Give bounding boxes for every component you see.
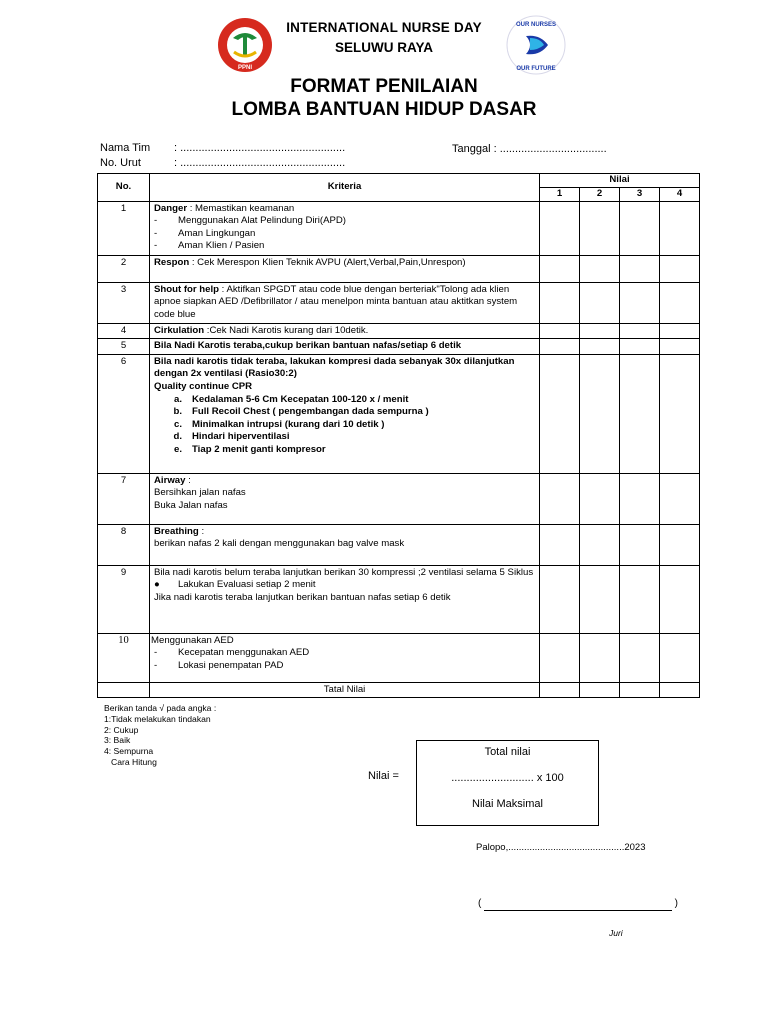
row-number: 7 <box>98 473 150 524</box>
score-cell-1[interactable] <box>540 473 580 524</box>
table-row <box>98 255 700 282</box>
score-cell-4[interactable] <box>660 255 700 282</box>
table-row <box>98 339 700 355</box>
criteria-text: Jika nadi karotis teraba lanjutkan berikan bantuan nafas setiap 6 detik <box>154 591 451 603</box>
list-marker: a. <box>173 393 182 405</box>
criteria-head: Respon <box>154 256 190 268</box>
score-cell-2[interactable] <box>580 323 620 339</box>
criteria-subitem: Kecepatan menggunakan AED <box>178 647 310 659</box>
header-score-4: 4 <box>660 188 700 202</box>
criteria-cell <box>150 323 540 339</box>
list-item: Hindari hiperventilasi <box>192 431 290 443</box>
score-cell-3[interactable] <box>620 354 660 473</box>
score-cell-2[interactable] <box>580 682 620 698</box>
list-item: Minimalkan intrupsi (kurang dari 10 detik ) <box>192 418 385 430</box>
table-row <box>98 354 700 473</box>
score-cell-3[interactable] <box>620 682 660 698</box>
list-marker: d. <box>173 431 182 443</box>
score-cell-2[interactable] <box>580 633 620 682</box>
criteria-head-rest: : <box>198 525 205 537</box>
criteria-cell <box>150 354 540 473</box>
criteria-head-rest: :Cek Nadi Karotis kurang dari 10detik. <box>204 324 369 336</box>
score-cell-4[interactable] <box>660 524 700 565</box>
page-title-line2: LOMBA BANTUAN HIDUP DASAR <box>231 99 537 120</box>
header-nilai: Nilai <box>540 174 700 188</box>
score-cell-1[interactable] <box>540 201 580 255</box>
score-cell-3[interactable] <box>620 201 660 255</box>
no-urut-label: No. Urut <box>100 157 141 169</box>
criteria-subitem: Lokasi penempatan PAD <box>178 659 284 671</box>
criteria-head-rest: : <box>185 474 191 486</box>
ppni-logo-text: PPNI <box>237 65 253 71</box>
criteria-text: Bila nadi karotis belum teraba lanjutkan berikan 30 kompressi ;2 ventilasi selama 5 Siklus <box>154 566 534 578</box>
list-marker: b. <box>173 406 182 418</box>
table-row <box>98 524 700 565</box>
total-label: Tatal Nilai <box>150 682 540 698</box>
criteria-subitem: Aman Lingkungan <box>178 227 256 239</box>
criteria-head: Airway <box>154 474 186 486</box>
formula-box <box>416 740 599 826</box>
score-cell-4[interactable] <box>660 339 700 355</box>
row-number: 9 <box>98 565 150 633</box>
criteria-head: Cirkulation <box>154 324 205 336</box>
org-name-line1: INTERNATIONAL NURSE DAY <box>286 20 482 35</box>
score-cell-2[interactable] <box>580 354 620 473</box>
header-score-2: 2 <box>580 188 620 202</box>
score-cell-2[interactable] <box>580 255 620 282</box>
criteria-line: Bersihkan jalan nafas <box>154 487 246 499</box>
score-cell-4[interactable] <box>660 323 700 339</box>
score-cell-4[interactable] <box>660 473 700 524</box>
score-cell-1[interactable] <box>540 255 580 282</box>
score-cell-4[interactable] <box>660 354 700 473</box>
list-marker: e. <box>173 443 182 455</box>
page-title-line1: FORMAT PENILAIAN <box>290 76 478 97</box>
table-row <box>98 565 700 633</box>
legend-line: 4: Sempurna <box>104 746 154 757</box>
logo-text-top: OUR NURSES <box>515 22 557 28</box>
score-cell-4[interactable] <box>660 201 700 255</box>
score-cell-4[interactable] <box>660 682 700 698</box>
date-field[interactable]: Tanggal : ................................... <box>452 143 607 155</box>
score-cell-3[interactable] <box>620 473 660 524</box>
list-item: Full Recoil Chest ( pengembangan dada sempurna ) <box>192 406 429 418</box>
score-cell-2[interactable] <box>580 473 620 524</box>
criteria-cell: Bila Nadi Karotis teraba,cukup berikan bantuan nafas/setiap 6 detik <box>150 339 540 355</box>
list-item: Tiap 2 menit ganti kompresor <box>192 443 326 455</box>
total-blank <box>98 682 150 698</box>
score-cell-3[interactable] <box>620 339 660 355</box>
criteria-head-rest: : Memastikan keamanan <box>187 202 295 214</box>
row-number: 10 <box>98 633 150 682</box>
formula-bottom: Nilai Maksimal <box>472 798 543 810</box>
score-cell-1[interactable] <box>540 524 580 565</box>
header-no: No. <box>98 174 150 202</box>
no-urut-field[interactable]: : ...................................................... <box>174 157 346 169</box>
score-cell-3[interactable] <box>620 524 660 565</box>
score-cell-1[interactable] <box>540 682 580 698</box>
row-number: 8 <box>98 524 150 565</box>
criteria-subitem: Menggunakan Alat Pelindung Diri(APD) <box>178 215 346 227</box>
juri-label: Juri <box>609 928 623 938</box>
score-cell-4[interactable] <box>660 633 700 682</box>
row-number: 4 <box>98 323 150 339</box>
score-cell-4[interactable] <box>660 565 700 633</box>
criteria-subitem: Aman Klien / Pasien <box>178 240 265 252</box>
org-name-line2: SELUWU RAYA <box>334 40 434 55</box>
score-cell-2[interactable] <box>580 524 620 565</box>
signature-open: ( <box>478 898 482 909</box>
criteria-cell <box>150 524 540 565</box>
criteria-head: Breathing <box>154 525 199 537</box>
table-row <box>98 282 700 323</box>
score-cell-3[interactable] <box>620 255 660 282</box>
score-cell-3[interactable] <box>620 282 660 323</box>
row-number: 5 <box>98 339 150 355</box>
score-cell-1[interactable] <box>540 339 580 355</box>
score-cell-3[interactable] <box>620 633 660 682</box>
criteria-bullet: Lakukan Evaluasi setiap 2 menit <box>178 579 316 591</box>
place-date: Palopo,............................................2023 <box>476 842 646 853</box>
formula-mid: ........................... x 100 <box>451 772 564 784</box>
table-row <box>98 473 700 524</box>
row-number: 1 <box>98 201 150 255</box>
formula-top: Total nilai <box>484 746 531 758</box>
score-cell-1[interactable] <box>540 354 580 473</box>
criteria-cell: Danger : Memastikan keamanan - Menggunakan Alat Pelindung Diri(APD) - Aman Lingkungan - Aman Klien / Pasien <box>150 201 540 255</box>
criteria-table <box>97 173 700 698</box>
legend-line: Berikan tanda √ pada angka : <box>104 703 217 713</box>
score-cell-1[interactable] <box>540 565 580 633</box>
legend-line: Cara Hitung <box>111 756 157 767</box>
score-cell-1[interactable] <box>540 282 580 323</box>
logo-text-bottom: OUR FUTURE <box>516 66 556 72</box>
signature-close: ) <box>674 898 678 909</box>
criteria-cell <box>150 473 540 524</box>
team-label: Nama Tim <box>100 142 151 154</box>
criteria-cell <box>150 255 540 282</box>
criteria-head: Danger <box>154 202 188 214</box>
legend-line: 3: Baik <box>104 735 131 746</box>
criteria-subhead: Quality continue CPR <box>154 380 253 392</box>
criteria-line: berikan nafas 2 kali dengan menggunakan bag valve mask <box>154 538 405 550</box>
criteria-cell: Bila nadi karotis belum teraba lanjutkan berikan 30 kompressi ;2 ventilasi selama 5 Siklus ● Lakukan Evaluasi setiap 2 menit Jika nadi karotis teraba lanjutkan berikan bantuan nafas setiap 6 detik <box>150 565 540 633</box>
list-marker: c. <box>173 418 182 430</box>
score-cell-3[interactable] <box>620 565 660 633</box>
score-cell-1[interactable] <box>540 633 580 682</box>
table-row <box>98 633 700 682</box>
table-row <box>98 201 700 255</box>
score-cell-2[interactable] <box>580 201 620 255</box>
criteria-head: Shout for help <box>154 283 220 295</box>
score-cell-4[interactable] <box>660 282 700 323</box>
criteria-cell: Menggunakan AED - Kecepatan menggunakan AED - Lokasi penempatan PAD <box>150 633 540 682</box>
score-cell-3[interactable] <box>620 323 660 339</box>
table-row <box>98 323 700 339</box>
header-kriteria: Kriteria <box>150 174 540 202</box>
criteria-cell <box>150 282 540 323</box>
legend-line: 1:Tidak melakukan tindakan <box>104 713 211 724</box>
score-cell-2[interactable] <box>580 282 620 323</box>
criteria-line: Buka Jalan nafas <box>154 499 228 511</box>
row-number: 6 <box>98 354 150 473</box>
score-legend <box>104 703 216 768</box>
header-score-1: 1 <box>540 188 580 202</box>
table-row-total <box>98 682 700 698</box>
criteria-head-rest: : Aktifkan SPGDT atau code blue dengan berteriak"Tolong ada klien apnoe siapkan AED /Defibrillator / atau menelpon minta bantuan atau aktitkan system code blue <box>154 283 518 320</box>
legend-line: 2: Cukup <box>104 724 139 735</box>
criteria-text: Bila nadi karotis tidak teraba, lakukan kompresi dada sebanyak 30x dilanjutkan dengan 2x ventilasi (Rasio30:2) <box>154 355 515 380</box>
row-number: 2 <box>98 255 150 282</box>
header-score-3: 3 <box>620 188 660 202</box>
criteria-head-rest: : Cek Merespon Klien Teknik AVPU (Alert,Verbal,Pain,Unrespon) <box>189 256 466 268</box>
team-field[interactable]: : ...................................................... <box>174 142 346 154</box>
score-cell-2[interactable] <box>580 339 620 355</box>
row-number: 3 <box>98 282 150 323</box>
nilai-label: Nilai = <box>368 770 399 782</box>
list-item: Kedalaman 5-6 Cm Kecepatan 100-120 x / menit <box>192 393 409 405</box>
score-cell-2[interactable] <box>580 565 620 633</box>
criteria-text: Menggunakan AED <box>151 634 234 646</box>
score-cell-1[interactable] <box>540 323 580 339</box>
